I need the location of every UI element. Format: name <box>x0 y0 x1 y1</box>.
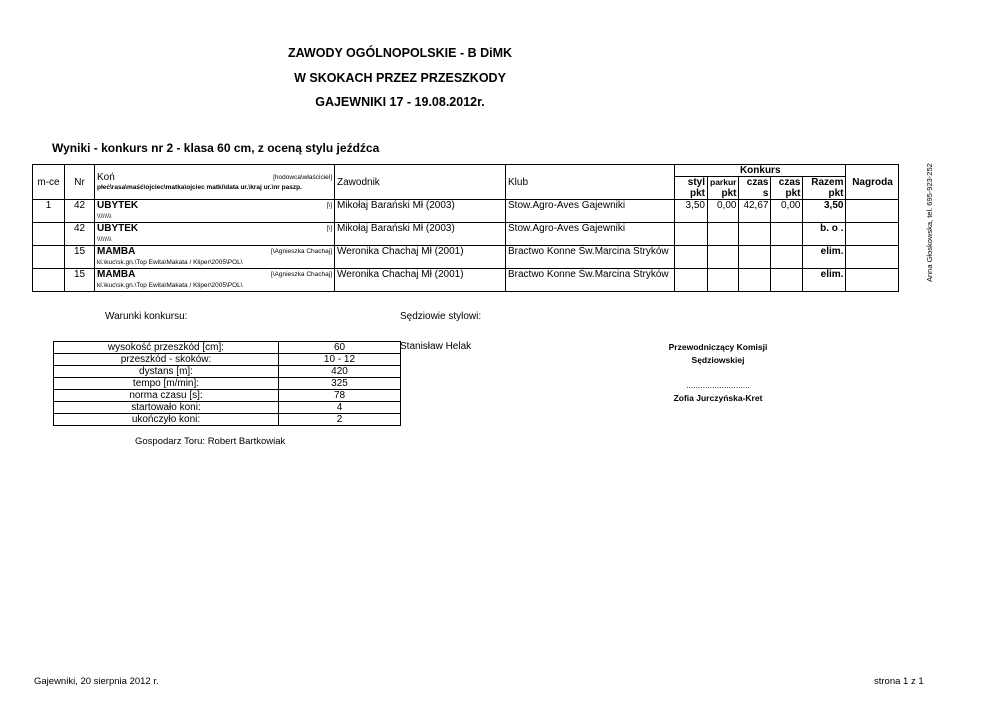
results-subtitle: Wyniki - konkurs nr 2 - klasa 60 cm, z oceną stylu jeźdźca <box>52 141 380 155</box>
cell-mce: 1 <box>33 200 65 223</box>
title-line-1: ZAWODY OGÓLNOPOLSKIE - B DiMK <box>287 46 513 60</box>
cell-klub: Stow.Agro-Aves Gajewniki <box>506 223 675 246</box>
conditions-row <box>54 402 401 414</box>
conditions-table <box>53 341 401 426</box>
cell-parkur <box>708 269 739 292</box>
header-parkur: parkur <box>708 177 739 189</box>
header-mce: m-ce <box>33 165 65 200</box>
cell-razem: elim. <box>803 269 846 292</box>
footer-place-date: Gajewniki, 20 sierpnia 2012 r. <box>34 676 159 687</box>
header-razem-unit: pkt <box>803 188 846 200</box>
conditions-row <box>54 342 401 354</box>
cell-nr: 42 <box>65 200 95 223</box>
condition-value: 420 <box>279 366 401 378</box>
course-host: Gospodarz Toru: Robert Bartkowiak <box>135 436 286 447</box>
cell-razem: elim. <box>803 246 846 269</box>
cell-czas2 <box>771 223 803 246</box>
cell-kon <box>95 269 335 281</box>
horse-name: UBYTEK <box>97 200 139 211</box>
condition-value: 325 <box>279 378 401 390</box>
header-zawodnik: Zawodnik <box>335 165 506 200</box>
header-kon-label: Koń <box>97 172 115 183</box>
table-row <box>33 223 899 235</box>
cell-kon <box>95 200 335 212</box>
header-kon <box>95 165 335 200</box>
conditions-title: Warunki konkursu: <box>105 311 188 322</box>
cell-styl <box>675 269 708 292</box>
header-parkur-unit: pkt <box>708 188 739 200</box>
header-konkurs: Konkurs <box>675 165 846 177</box>
footer-page-number: strona 1 z 1 <box>874 676 924 687</box>
cell-czas2 <box>771 269 803 292</box>
condition-label: wysokość przeszkód [cm]: <box>54 342 279 354</box>
title-line-2: W SKOKACH PRZEZ PRZESZKODY <box>294 71 506 85</box>
horse-name: MAMBA <box>97 269 136 280</box>
conditions-row <box>54 378 401 390</box>
header-czas1: czas <box>739 177 771 189</box>
condition-label: przeszkód - skoków: <box>54 354 279 366</box>
cell-nagroda <box>846 223 899 246</box>
table-row <box>33 269 899 281</box>
cell-mce <box>33 246 65 269</box>
chairman-title-1: Przewodniczący Komisji <box>668 342 768 352</box>
cell-klub: Stow.Agro-Aves Gajewniki <box>506 200 675 223</box>
cell-styl <box>675 246 708 269</box>
cell-nr: 15 <box>65 246 95 269</box>
horse-name: UBYTEK <box>97 223 139 234</box>
cell-razem: b. o . <box>803 223 846 246</box>
cell-parkur <box>708 246 739 269</box>
cell-styl <box>675 223 708 246</box>
condition-value: 4 <box>279 402 401 414</box>
header-hodowca: [hodowca\właściciel] <box>273 174 332 181</box>
horse-owner: [\Agnieszka Chachaj] <box>270 248 332 255</box>
signature-line: ........................... <box>686 380 750 390</box>
header-czas2: czas <box>771 177 803 189</box>
horse-details: \\\\\\\\ <box>95 234 335 246</box>
cell-zawodnik: Mikołaj Barański Mł (2003) <box>335 223 506 246</box>
conditions-row <box>54 366 401 378</box>
horse-owner: [\] <box>326 225 332 232</box>
condition-label: startowało koni: <box>54 402 279 414</box>
chairman-name: Zofia Jurczyńska-Kret <box>673 393 763 403</box>
conditions-row <box>54 390 401 402</box>
chairman-block <box>620 341 816 405</box>
condition-label: norma czasu [s]: <box>54 390 279 402</box>
condition-value: 2 <box>279 414 401 426</box>
horse-details: kl.\kuc\sk.gn.\Top Ewita\Makata / Kliper\2005\POL\ <box>95 257 335 269</box>
chairman-title-2: Sędziowskiej <box>691 355 745 365</box>
cell-parkur <box>708 223 739 246</box>
header-czas1-unit: s <box>739 188 771 200</box>
horse-details: \\\\\\\\ <box>95 211 335 223</box>
conditions-row <box>54 354 401 366</box>
cell-kon <box>95 223 335 235</box>
horse-name: MAMBA <box>97 246 136 257</box>
header-styl-unit: pkt <box>675 188 708 200</box>
horse-owner: [\] <box>326 202 332 209</box>
cell-klub: Bractwo Konne Św.Marcina Stryków <box>506 269 675 292</box>
horse-details: kl.\kuc\sk.gn.\Top Ewita\Makata / Kliper\2005\POL\ <box>95 280 335 292</box>
cell-czas1 <box>739 269 771 292</box>
cell-nagroda <box>846 269 899 292</box>
cell-zawodnik: Weronika Chachaj Mł (2001) <box>335 269 506 292</box>
results-table <box>32 164 899 292</box>
cell-mce <box>33 269 65 292</box>
cell-nagroda <box>846 246 899 269</box>
cell-nagroda <box>846 200 899 223</box>
header-razem: Razem <box>803 177 846 189</box>
cell-nr: 15 <box>65 269 95 292</box>
cell-zawodnik: Weronika Chachaj Mł (2001) <box>335 246 506 269</box>
condition-value: 60 <box>279 342 401 354</box>
condition-value: 10 - 12 <box>279 354 401 366</box>
header-czas2-unit: pkt <box>771 188 803 200</box>
cell-zawodnik: Mikołaj Barański Mł (2003) <box>335 200 506 223</box>
cell-czas1: 42,67 <box>739 200 771 223</box>
header-nr: Nr <box>65 165 95 200</box>
cell-czas1 <box>739 223 771 246</box>
header-kon-sub: płeć\rasa\maść\ojciec\matka\ojciec matki\data ur.\kraj ur.\nr paszp. <box>97 184 302 191</box>
cell-czas1 <box>739 246 771 269</box>
cell-razem: 3,50 <box>803 200 846 223</box>
header-styl: styl <box>675 177 708 189</box>
side-note: Anna Głoskowska, tel. 695-923-252 <box>925 163 934 282</box>
header-klub: Klub <box>506 165 675 200</box>
cell-kon <box>95 246 335 258</box>
table-row <box>33 200 899 212</box>
cell-parkur: 0,00 <box>708 200 739 223</box>
table-row <box>33 246 899 258</box>
cell-nr: 42 <box>65 223 95 246</box>
judges-title: Sędziowie stylowi: <box>400 311 482 322</box>
condition-label: tempo [m/min]: <box>54 378 279 390</box>
judge-name: Stanisław Helak <box>400 341 472 352</box>
conditions-row <box>54 414 401 426</box>
horse-owner: [\Agnieszka Chachaj] <box>270 271 332 278</box>
cell-mce <box>33 223 65 246</box>
title-line-3: GAJEWNIKI 17 - 19.08.2012r. <box>315 95 485 109</box>
condition-value: 78 <box>279 390 401 402</box>
header-nagroda: Nagroda <box>846 165 899 200</box>
condition-label: ukończyło koni: <box>54 414 279 426</box>
cell-czas2: 0,00 <box>771 200 803 223</box>
cell-klub: Bractwo Konne Św.Marcina Stryków <box>506 246 675 269</box>
cell-styl: 3,50 <box>675 200 708 223</box>
condition-label: dystans [m]: <box>54 366 279 378</box>
cell-czas2 <box>771 246 803 269</box>
